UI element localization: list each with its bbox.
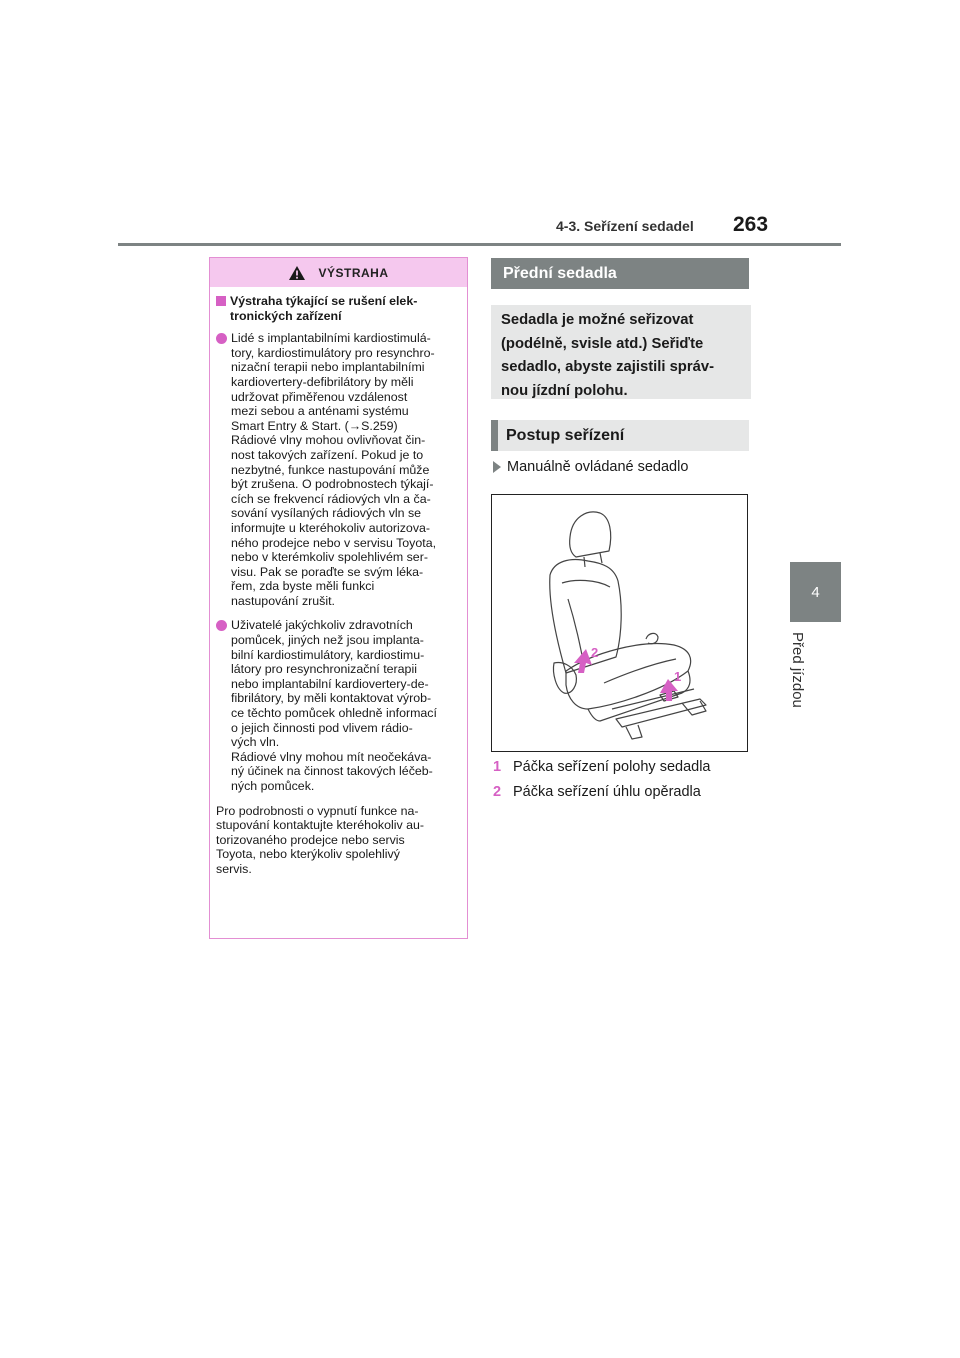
warning-box bbox=[209, 257, 468, 939]
chapter-tab: 4 bbox=[790, 562, 841, 622]
manual-seat-label: Manuálně ovládané sedadlo bbox=[507, 459, 689, 475]
car-seat-icon bbox=[492, 495, 747, 751]
figure-label-1: 1 bbox=[674, 669, 682, 684]
warning-bullet: Lidé s implantabilními kardiostimulá- tory, kardiostimulátory pro resynchro- nizační terapii nebo implantabilními kardiovertery-defibrilátory by měli udržovat přiměřenou vzdálenost mezi sebou a anténami systému Smart Entry & Start. (→S.259) Rádiové vlny mohou ovlivňovat čin- nost takových zařízení. Pokud je to nezbytné, funkce nastupování může být zrušena. O podrobnostech týkají- cích se frekvencí rádiových vln a ča- sování vysílaných rádiových vln se informujte u kteréhokoliv autorizova- ného prodejce nebo v servisu Toyota, nebo v kterémkoliv spolehlivém ser- visu. Pak se poraďte se svým léka- řem, zda byste měli funkci nastupování zrušit. bbox=[216, 331, 466, 608]
warning-title: VÝSTRAHA bbox=[318, 265, 389, 280]
warning-note: Pro podrobnosti o vypnutí funkce na- stupování kontaktujte kteréhokoliv au- torizovaného prodejce nebo servis Toyota, nebo kterýkoliv spolehlivý servis. bbox=[216, 803, 425, 876]
seat-illustration bbox=[491, 494, 748, 752]
round-bullet-icon bbox=[216, 620, 227, 631]
manual-seat-item bbox=[493, 459, 688, 475]
round-bullet-icon bbox=[216, 333, 227, 344]
warning-body bbox=[216, 294, 466, 877]
section-title: 4-3. Seřízení sedadel bbox=[556, 218, 694, 234]
callout-2: 2 Páčka seřízení úhlu opěradla bbox=[493, 784, 701, 800]
warning-triangle-icon bbox=[288, 265, 306, 281]
triangle-bullet-icon bbox=[493, 461, 501, 473]
front-seats-intro: Sedadla je možné seřizovat (podélně, svisle atd.) Seřiďte sedadlo, abyste zajistili správ- nou jízdní polohu. bbox=[491, 305, 751, 399]
header-rule bbox=[118, 243, 841, 246]
callout-1: 1 Páčka seřízení polohy sedadla bbox=[493, 759, 711, 775]
page-number: 263 bbox=[733, 213, 769, 236]
front-seats-heading: Přední sedadla bbox=[491, 258, 749, 289]
procedure-heading: Postup seřízení bbox=[491, 420, 749, 451]
chapter-label: Před jízdou bbox=[789, 632, 806, 708]
square-bullet-icon bbox=[216, 296, 226, 306]
warning-heading: Výstraha týkající se rušení elek- tronických zařízení bbox=[216, 294, 466, 323]
warning-header bbox=[210, 258, 467, 287]
warning-bullet: Uživatelé jakýchkoliv zdravotních pomůcek, jiných než jsou implanta- bilní kardiostimulátory, kardiostimu- látory pro resynchronizační terapii nebo implantabilní kardiovertery-de- fibrilátory, by měli kontaktovat výrob- ce těchto pomůcek ohledně informací o jejich činnosti pod vlivem rádio- vých vln. Rádiové vlny mohou mít neočekáva- ný účinek na činnost takových léčeb- ných pomůcek. bbox=[216, 618, 466, 793]
figure-label-2: 2 bbox=[591, 645, 599, 660]
